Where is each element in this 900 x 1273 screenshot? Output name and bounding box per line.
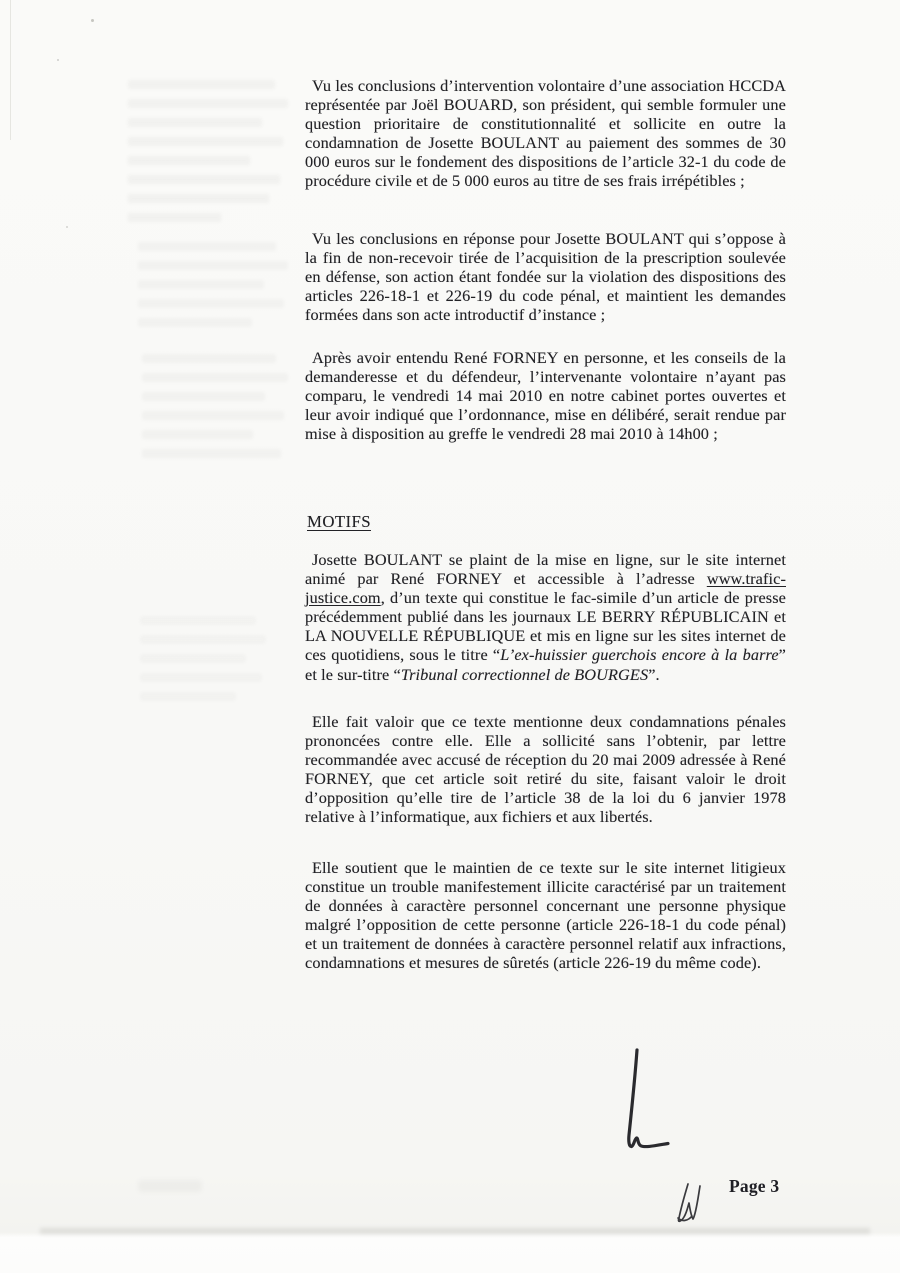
bleed-through-lines xyxy=(128,80,288,232)
motifs-heading: MOTIFS xyxy=(307,512,371,531)
text-segment: , d’un texte qui constitue le fac-simile d’un article de presse précédemment publié dans les journaux LE BERRY RÉPUBLICAIN et LA NOUVELLE RÉPUBLIQUE et mis en ligne sur les sites internet de ces quotidiens, sous le titre “ xyxy=(305,588,786,665)
paragraph-trouble-illicite: Elle soutient que le maintien de ce texte sur le site internet litigieux constitue un trouble manifestement illicite caractérisé par un traitement de données à caractère personnel concernant une personne physique malgré l’opposition de cette personne (article 226-18-1 du code pénal) et un traitement de données à caractère personnel relatif aux infractions, condamnations et mesures de sûretés (article 226-19 du même code). xyxy=(305,858,786,973)
scan-speck xyxy=(66,226,68,228)
bleed-through-lines xyxy=(142,354,288,468)
article-surtitle-italic: Tribunal correctionnel de BOURGES xyxy=(400,664,649,684)
paragraph-conclusions-intervention: Vu les conclusions d’intervention volontaire d’une association HCCDA représentée par Joël BOUARD, son président, qui semble formuler une question prioritaire de constitutionnalité et sollicite en outre la condamnation de Josette BOULANT au paiement des sommes de 30 000 euros sur le fondement des dispositions de l’article 32-1 du code de procédure civile et de 5 000 euros au titre de ses frais irrépétibles ; xyxy=(305,76,786,191)
paragraph-audience: Après avoir entendu René FORNEY en personne, et les conseils de la demanderesse et du défendeur, l’intervenante volontaire n’ayant pas comparu, le vendredi 14 mai 2010 en notre cabinet portes ouvertes et leur avoir indiqué que l’ordonnance, mise en délibéré, serait rendue par mise à disposition au greffe le vendredi 28 mai 2010 à 14h00 ; xyxy=(305,348,786,444)
article-title-italic: L’ex-huissier guerchois encore à la barre xyxy=(500,645,779,665)
paragraph-motifs-plainte xyxy=(305,550,786,684)
text-segment: Josette BOULANT se plaint de la mise en ligne, sur le site internet animé par René FORNEY et accessible à l’adresse xyxy=(305,550,786,589)
initials-paraph xyxy=(668,1176,712,1228)
paragraph-conclusions-reponse: Vu les conclusions en réponse pour Josette BOULANT qui s’oppose à la fin de non-recevoir tirée de l’acquisition de la prescription soulevée en défense, son action étant fondée sur la violation des dispositions des articles 226-18-1 et 226-19 du code pénal, et maintient les demandes formées dans son acte introductif d’instance ; xyxy=(305,229,786,325)
page-bottom-edge-shadow xyxy=(40,1228,870,1234)
bleed-through-smudge xyxy=(138,1180,202,1192)
bleed-through-lines xyxy=(138,242,288,337)
scan-speck xyxy=(91,19,94,22)
text-segment: ” et le sur-titre “ xyxy=(305,645,786,684)
paragraph-condamnations: Elle fait valoir que ce texte mentionne deux condamnations pénales prononcées contre elle. Elle a sollicité sans l’obtenir, par lettre recommandée avec accusé de réception du 20 mai 2009 adressée à René FORNEY, que cet article soit retiré du site, faisant valoir le droit d’opposition qu’elle tire de l’article 38 de la loi du 6 janvier 1978 relative à l’informatique, aux fichiers et aux libertés. xyxy=(305,712,786,827)
text-segment: ”. xyxy=(648,664,660,684)
bleed-through-lines xyxy=(140,616,266,711)
signature-pen-stroke xyxy=(610,1040,710,1160)
trafic-justice-url: www.trafic-justice.com xyxy=(305,569,786,608)
page-number: Page 3 xyxy=(729,1176,780,1196)
scan-edge-line xyxy=(10,0,11,140)
scan-speck xyxy=(57,59,59,61)
